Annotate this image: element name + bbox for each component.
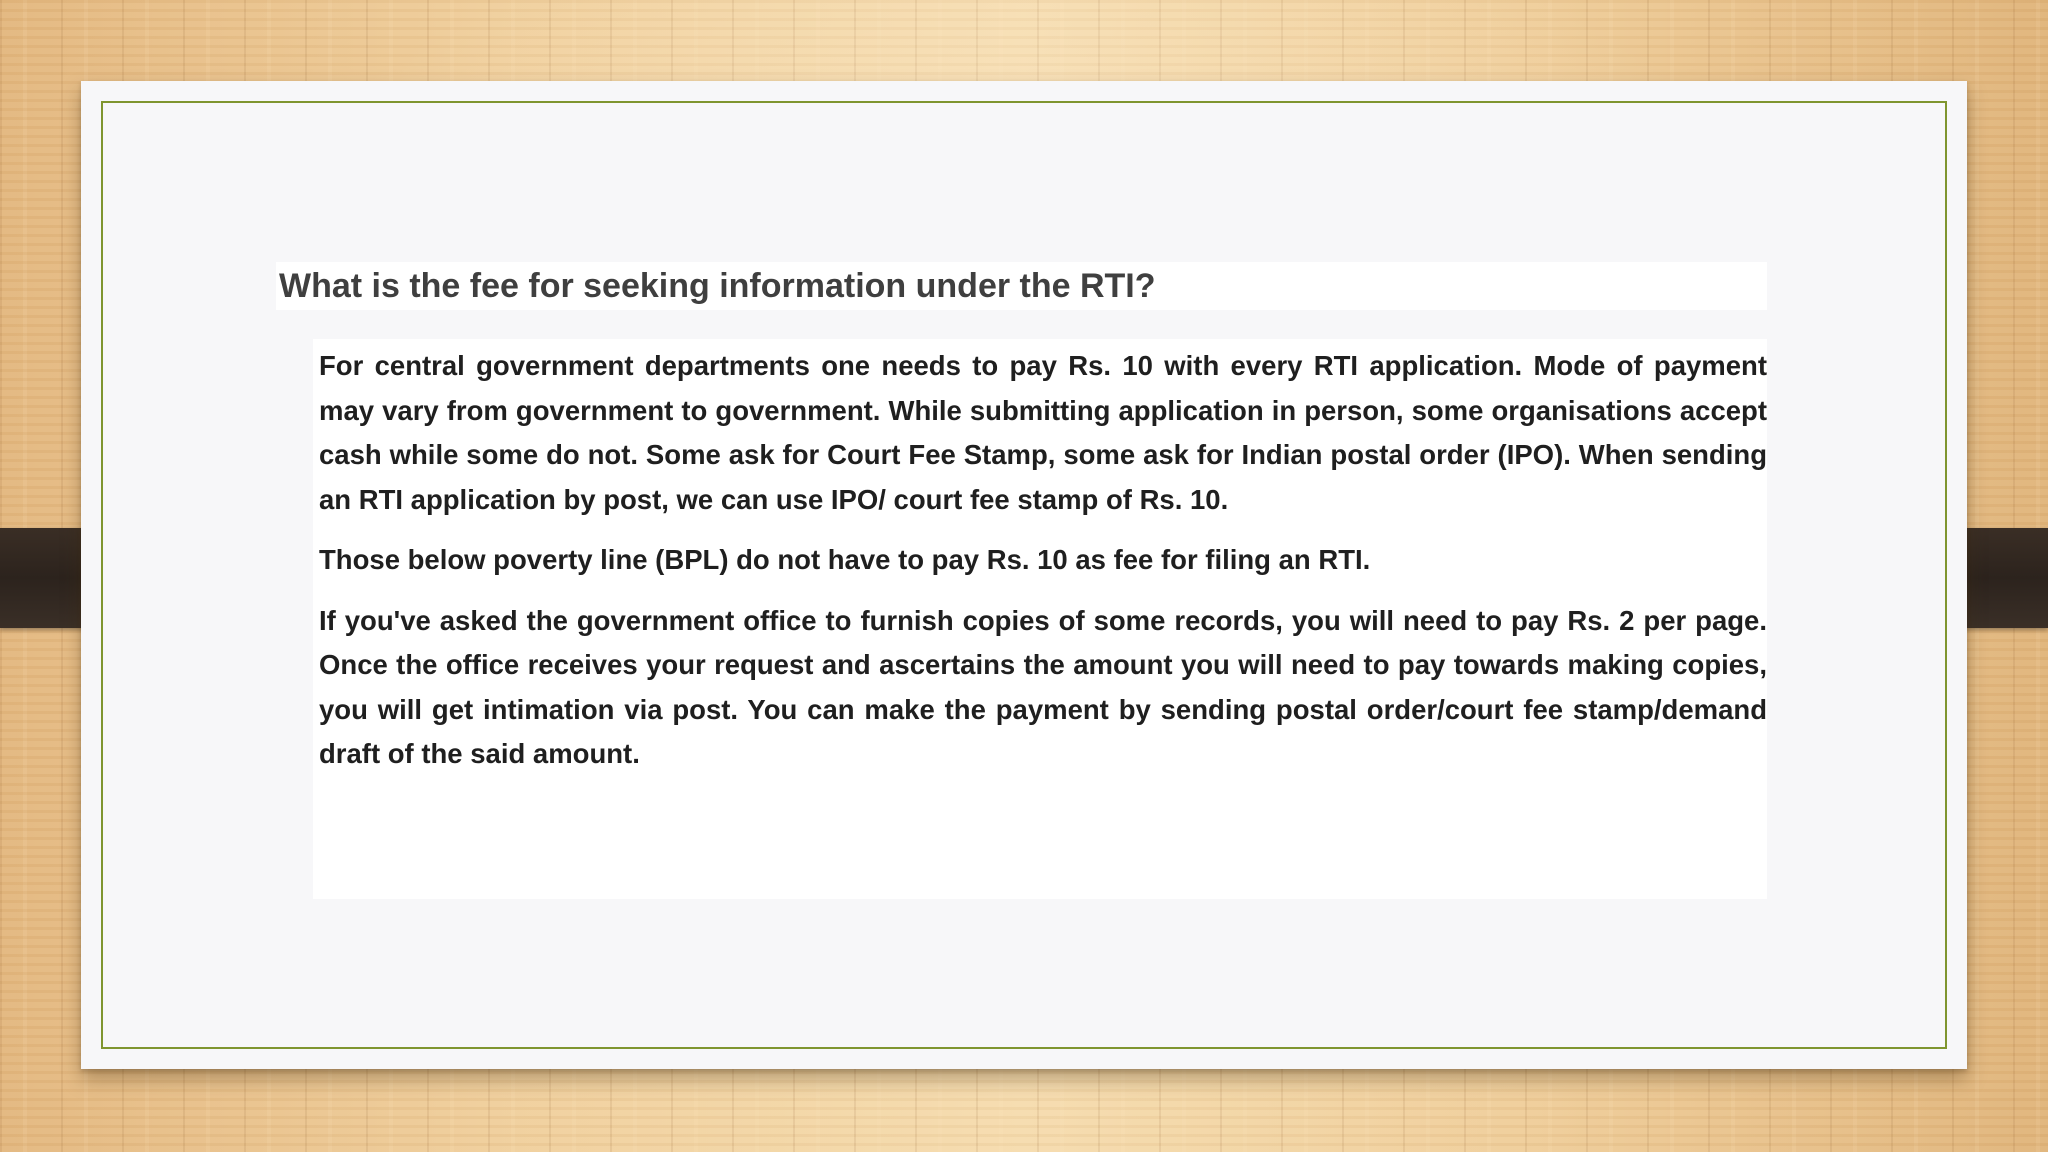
paragraph-copy-charges: If you've asked the government office to furnish copies of some records, you will need to pay Rs. 2 per page. Once the office receives your request and ascertains the amount you will need to pay towards making copies, you will get intimation via post. You can make the payment by sending postal order/court fee stamp/demand draft of the said amount. — [319, 604, 1767, 769]
paragraph-fee-payment: For central government departments one needs to pay Rs. 10 with every RTI application. Mode of payment may vary from government to government. While submitting application in person, some organisations accept cash while some do not. Some ask for Court Fee Stamp, some ask for Indian postal order (IPO). When sending an RTI application by post, we can use IPO/ court fee stamp of Rs. 10. — [319, 350, 1767, 515]
slide-card — [81, 81, 1967, 1069]
slide-body — [319, 344, 1767, 793]
paragraph-bpl-exemption: Those below poverty line (BPL) do not have to pay Rs. 10 as fee for filing an RTI. — [319, 544, 1371, 575]
slide-title: What is the fee for seeking information under the RTI? — [279, 267, 1156, 305]
